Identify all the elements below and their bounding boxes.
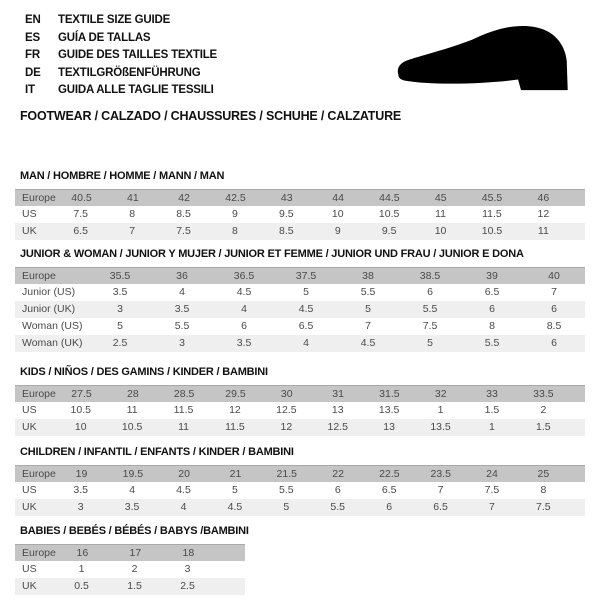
row-label: Europe <box>22 547 56 559</box>
size-cell: 36.5 <box>233 270 255 282</box>
size-cell: 10 <box>434 225 447 237</box>
size-cell: 10 <box>331 208 344 220</box>
size-cell: 6 <box>551 303 557 315</box>
size-cell: 6 <box>489 303 495 315</box>
size-cell: 19 <box>75 468 88 480</box>
table-row-woman-uk <box>15 335 585 352</box>
size-cell: 21 <box>229 468 242 480</box>
size-cell: 2.5 <box>180 580 195 592</box>
size-cell: 39 <box>486 270 498 282</box>
size-cell: 2 <box>540 404 547 416</box>
size-cell: 0.5 <box>74 580 89 592</box>
size-cell: 4.5 <box>176 484 191 496</box>
language-label: GUIDA ALLE TAGLIE TESSILI <box>58 84 214 96</box>
row-label: Woman (UK) <box>22 337 83 349</box>
size-cell: 8.5 <box>546 320 562 332</box>
size-cell: 4.5 <box>360 337 376 349</box>
size-cell: 31 <box>332 388 344 400</box>
row-label: Europe <box>22 192 56 204</box>
table-row-junior-uk <box>15 301 585 318</box>
size-cell: 7 <box>129 225 136 237</box>
size-cell: 3 <box>179 337 185 349</box>
size-cell: 45.5 <box>481 192 503 204</box>
size-cell: 7 <box>551 286 557 298</box>
size-cell: 6.5 <box>73 225 88 237</box>
size-cell: 4.5 <box>236 286 252 298</box>
size-cell: 33.5 <box>533 388 554 400</box>
size-cell: 11 <box>126 404 138 416</box>
table-row-uk <box>15 499 585 516</box>
row-label: US <box>22 208 37 220</box>
size-cell: 5 <box>303 286 309 298</box>
size-cell: 1.5 <box>484 404 500 416</box>
size-cell: 6 <box>334 484 341 496</box>
size-cell: 12 <box>280 421 293 433</box>
size-cell: 4 <box>129 484 136 496</box>
size-cell: 3 <box>184 563 191 575</box>
language-code: FR <box>25 49 40 61</box>
table-row-us <box>15 482 585 499</box>
size-cell: 5 <box>117 320 123 332</box>
size-cell: 12.5 <box>276 404 297 416</box>
size-cell: 9 <box>232 208 238 220</box>
size-cell: 3.5 <box>124 501 140 513</box>
size-cell: 9.5 <box>381 225 397 237</box>
size-cell: 2 <box>131 563 138 575</box>
table-row-us <box>15 206 585 223</box>
language-code: ES <box>25 31 40 44</box>
row-label: UK <box>22 501 37 513</box>
size-cell: 5 <box>427 337 433 349</box>
language-header <box>25 12 217 100</box>
size-table-man <box>15 170 585 240</box>
size-cell: 35.5 <box>109 270 131 282</box>
size-cell: 6.5 <box>381 484 397 496</box>
size-cell: 8 <box>540 484 547 496</box>
size-cell: 13 <box>331 404 344 416</box>
size-cell: 18 <box>182 547 195 559</box>
size-cell: 4.5 <box>227 501 243 513</box>
row-label: Junior (UK) <box>22 303 76 315</box>
size-cell: 7.5 <box>422 320 438 332</box>
size-cell: 1 <box>489 421 495 433</box>
table-row-europe <box>15 189 585 206</box>
language-row-de <box>25 65 217 83</box>
size-cell: 1 <box>437 404 444 416</box>
language-code: DE <box>25 66 41 79</box>
table-title: KIDS / NIÑOS / DES GAMINS / KINDER / BAMBINI <box>20 366 268 378</box>
size-cell: 4.5 <box>298 303 314 315</box>
size-cell: 4 <box>180 501 187 513</box>
language-label: GUIDE DES TAILLES TEXTILE <box>58 49 217 61</box>
row-label: UK <box>22 580 37 592</box>
size-cell: 9 <box>334 225 341 237</box>
size-cell: 5 <box>232 484 238 496</box>
size-cell: 11.5 <box>173 404 194 416</box>
size-cell: 11 <box>435 208 446 220</box>
size-cell: 40 <box>548 270 560 282</box>
size-cell: 1 <box>78 563 85 575</box>
language-row-it <box>25 82 217 100</box>
size-cell: 3.5 <box>73 484 88 496</box>
size-cell: 1.5 <box>536 421 551 433</box>
size-cell: 5.5 <box>484 337 500 349</box>
row-label: Europe <box>22 388 56 400</box>
size-cell: 7 <box>365 320 371 332</box>
size-cell: 13 <box>383 421 395 433</box>
size-cell: 6.5 <box>298 320 314 332</box>
row-label: UK <box>22 225 37 237</box>
size-cell: 37.5 <box>295 270 317 282</box>
size-cell: 1.5 <box>127 580 142 592</box>
size-cell: 16 <box>76 547 89 559</box>
size-table-kids <box>15 366 585 436</box>
language-row-fr <box>25 47 217 65</box>
size-cell: 5.5 <box>174 320 190 332</box>
row-label: Junior (US) <box>22 286 76 298</box>
size-cell: 33 <box>486 388 498 400</box>
size-cell: 25 <box>537 468 550 480</box>
size-cell: 5.5 <box>360 286 376 298</box>
size-table-children <box>15 446 585 516</box>
size-cell: 21.5 <box>276 468 297 480</box>
size-cell: 12.5 <box>327 421 348 433</box>
size-cell: 29.5 <box>225 388 246 400</box>
table-row-europe <box>15 465 585 482</box>
size-cell: 11.5 <box>225 421 245 433</box>
size-cell: 4 <box>179 286 185 298</box>
language-code: EN <box>25 14 41 26</box>
size-cell: 11.5 <box>482 208 502 220</box>
size-cell: 36 <box>176 270 188 282</box>
row-label: US <box>22 563 37 575</box>
row-label: Woman (US) <box>22 320 83 332</box>
size-cell: 44.5 <box>379 192 400 204</box>
row-label: UK <box>22 421 37 433</box>
size-cell: 7.5 <box>484 484 500 496</box>
size-cell: 6 <box>241 320 247 332</box>
size-cell: 10 <box>74 421 87 433</box>
size-cell: 22 <box>332 468 344 480</box>
size-cell: 32 <box>434 388 447 400</box>
language-row-en <box>25 12 217 30</box>
size-cell: 45 <box>434 192 447 204</box>
size-table-junior <box>15 248 585 352</box>
size-cell: 7 <box>437 484 444 496</box>
size-cell: 8 <box>489 320 495 332</box>
size-cell: 8.5 <box>279 225 294 237</box>
size-cell: 9.5 <box>279 208 294 220</box>
size-cell: 6 <box>551 337 557 349</box>
row-label: US <box>22 484 37 496</box>
size-cell: 11 <box>178 421 189 433</box>
size-cell: 38.5 <box>419 270 441 282</box>
size-cell: 23.5 <box>430 468 451 480</box>
table-title: JUNIOR & WOMAN / JUNIOR Y MUJER / JUNIOR ET FEMME / JUNIOR UND FRAU / JUNIOR E DONA <box>20 248 524 260</box>
table-row-junior-us <box>15 284 585 301</box>
size-cell: 3 <box>117 303 123 315</box>
language-label: GUÍA DE TALLAS <box>58 31 151 44</box>
size-cell: 28 <box>126 388 139 400</box>
size-cell: 10.5 <box>481 225 503 237</box>
size-cell: 3.5 <box>236 337 252 349</box>
size-cell: 7.5 <box>73 208 88 220</box>
size-cell: 10.5 <box>121 421 143 433</box>
row-label: Europe <box>22 468 56 480</box>
language-label: TEXTILE SIZE GUIDE <box>58 14 171 26</box>
size-cell: 27.5 <box>71 388 92 400</box>
table-title: CHILDREN / INFANTIL / ENFANTS / KINDER / BAMBINI <box>20 446 294 458</box>
size-cell: 3.5 <box>174 303 190 315</box>
size-cell: 6.5 <box>484 286 500 298</box>
table-row-us <box>15 402 585 419</box>
size-cell: 13.5 <box>430 421 451 433</box>
table-title: MAN / HOMBRE / HOMME / MANN / MAN <box>20 170 225 182</box>
size-table-babies <box>15 525 249 595</box>
size-cell: 5.5 <box>422 303 438 315</box>
size-cell: 2.5 <box>112 337 128 349</box>
table-row-uk <box>15 578 245 595</box>
size-cell: 24 <box>486 468 498 480</box>
dress-shoe-icon <box>395 24 573 97</box>
size-cell: 7.5 <box>176 225 191 237</box>
table-row-europe <box>15 544 245 561</box>
size-cell: 43 <box>280 192 293 204</box>
size-cell: 3.5 <box>112 286 128 298</box>
table-title: BABIES / BEBÉS / BÉBÉS / BABYS /BAMBINI <box>20 525 249 537</box>
size-cell: 19.5 <box>122 468 144 480</box>
size-cell: 7 <box>489 501 495 513</box>
size-cell: 20 <box>178 468 190 480</box>
row-label: US <box>22 404 37 416</box>
size-cell: 12 <box>229 404 241 416</box>
row-label: Europe <box>22 270 56 282</box>
size-cell: 11 <box>537 225 549 237</box>
size-cell: 8 <box>129 208 136 220</box>
size-cell: 46 <box>537 192 550 204</box>
size-cell: 3 <box>77 501 84 513</box>
size-cell: 10.5 <box>70 404 91 416</box>
size-cell: 6 <box>386 501 393 513</box>
size-cell: 4 <box>303 337 309 349</box>
table-row-europe <box>15 267 585 284</box>
size-cell: 8 <box>232 225 238 237</box>
size-cell: 12 <box>537 208 550 220</box>
size-cell: 10.5 <box>378 208 400 220</box>
size-cell: 8.5 <box>176 208 191 220</box>
size-cell: 38 <box>362 270 374 282</box>
size-cell: 5 <box>283 501 290 513</box>
size-cell: 6.5 <box>433 501 448 513</box>
size-cell: 6 <box>427 286 433 298</box>
size-cell: 5.5 <box>330 501 346 513</box>
size-cell: 42 <box>178 192 190 204</box>
size-cell: 40.5 <box>71 192 92 204</box>
table-row-europe <box>15 385 585 402</box>
language-code: IT <box>25 84 35 96</box>
table-row-us <box>15 561 245 578</box>
size-cell: 31.5 <box>379 388 400 400</box>
size-cell: 7.5 <box>536 501 551 513</box>
size-cell: 4 <box>241 303 247 315</box>
footwear-category-line: FOOTWEAR / CALZADO / CHAUSSURES / SCHUHE / CALZATURE <box>20 109 402 123</box>
size-cell: 41 <box>126 192 139 204</box>
table-row-uk <box>15 419 585 436</box>
table-row-uk <box>15 223 585 240</box>
size-cell: 17 <box>129 547 142 559</box>
size-cell: 42.5 <box>225 192 246 204</box>
size-cell: 13.5 <box>378 404 400 416</box>
language-label: TEXTILGRÖßENFÜHRUNG <box>58 66 201 79</box>
size-cell: 44 <box>332 192 344 204</box>
size-cell: 5 <box>365 303 371 315</box>
size-cell: 28.5 <box>173 388 195 400</box>
size-cell: 22.5 <box>379 468 400 480</box>
size-cell: 30 <box>280 388 293 400</box>
language-row-es <box>25 30 217 48</box>
table-row-woman-us <box>15 318 585 335</box>
size-cell: 5.5 <box>279 484 294 496</box>
